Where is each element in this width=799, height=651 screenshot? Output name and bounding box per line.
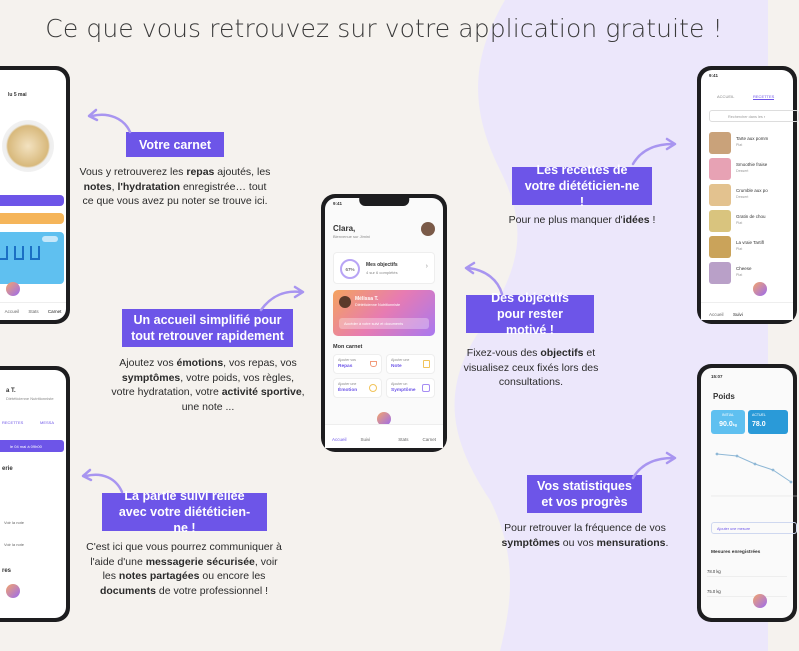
desc-suivi: C'est ici que vous pourrez communiquer à l'aide d'une messagerie sécurisée, voir les notes partagées ou encore les documents de votre professionnel ! <box>86 541 282 597</box>
recipe-name: Smoothie fraise <box>736 162 768 167</box>
label-recettes: Les recettes de votre diététicien-ne ! <box>512 167 652 205</box>
tab-recettes[interactable]: RECETTES <box>753 94 775 99</box>
recipe-item[interactable] <box>709 132 789 154</box>
emphasis: objectifs <box>540 347 584 359</box>
recipe-category: Dessert <box>736 169 749 173</box>
recipe-thumbnail <box>709 132 731 154</box>
emphasis: symptômes <box>501 536 560 549</box>
desc-stats: Pour retrouver la fréquence de vos symptômes ou vos mensurations. <box>501 522 669 549</box>
recipe-item[interactable] <box>709 210 789 232</box>
appointment-button[interactable]: le 04 mai à 09h00 <box>0 440 64 452</box>
dietitian-role: Diététicienne Nutritionniste <box>6 396 54 401</box>
weight-chart <box>711 446 797 502</box>
arrow-stats-icon <box>629 452 679 482</box>
tile-small: Ajouter un <box>391 382 408 386</box>
item-title: erie <box>2 466 13 472</box>
recipe-thumbnail <box>709 184 731 206</box>
status-time: 15:07 <box>711 374 723 379</box>
recipe-category: Plat <box>736 273 743 277</box>
recipe-category: Plat <box>736 221 743 225</box>
emphasis: mensurations <box>596 536 666 549</box>
arrow-recettes-icon <box>629 138 679 168</box>
welcome-text: Bienvenue sur Jimini <box>333 234 370 239</box>
emphasis: idées <box>622 214 650 226</box>
recipe-name: Gratin de chou <box>736 214 766 219</box>
emphasis: symptômes <box>121 371 181 384</box>
tile-big: Émotion <box>338 388 358 393</box>
tab-recettes[interactable]: RECETTES <box>2 420 24 425</box>
note-icon <box>423 360 430 368</box>
dietitian-role: Diététicienne Nutritionniste <box>355 303 401 307</box>
add-meal-button[interactable] <box>0 195 64 206</box>
goals-card[interactable] <box>333 252 435 284</box>
greeting: Clara, <box>333 224 356 233</box>
dietitian-name: Mélissa T. <box>355 296 379 302</box>
tile-big: Symptôme <box>391 388 416 393</box>
phone-stats <box>697 364 797 622</box>
recipe-name: Crumble aux po <box>736 188 768 193</box>
phone-accueil <box>321 194 447 452</box>
smiley-icon <box>369 384 377 392</box>
recipe-item[interactable] <box>709 158 789 180</box>
chevron-right-icon: › <box>425 263 428 270</box>
label-suivi: La partie suivi reliée avec votre diététicien-ne ! <box>102 493 267 531</box>
phone-carnet <box>0 66 70 324</box>
shared-note-link-b[interactable]: Voir la note <box>4 542 25 547</box>
add-fab[interactable] <box>6 584 20 598</box>
tile-big: Repas <box>338 364 353 369</box>
nav-accueil[interactable]: Accueil <box>709 312 724 317</box>
recipe-item[interactable] <box>709 236 789 258</box>
nav-carnet[interactable]: Carnet <box>422 437 436 442</box>
desc-recettes: Pour ne plus manquer d'idées ! <box>508 214 656 226</box>
carnet-date: lu 5 mai <box>8 92 27 98</box>
dietitian-avatar <box>339 296 351 308</box>
arrow-objectifs-icon <box>460 262 510 298</box>
dietitian-name: a T. <box>6 388 16 394</box>
nav-suivi[interactable]: Suivi <box>733 312 743 317</box>
card-label: ACTUEL <box>752 413 766 417</box>
tab-accueil[interactable]: ACCUEIL <box>717 94 735 99</box>
arrow-accueil-icon <box>257 286 307 314</box>
stats-title: Poids <box>713 392 735 401</box>
recipe-thumbnail <box>709 236 731 258</box>
emphasis: activité sportive <box>221 386 302 398</box>
recipe-item[interactable] <box>709 184 789 206</box>
recipe-thumbnail <box>709 210 731 232</box>
desc-accueil: Ajoutez vos émotions, vos repas, vos symptômes, votre poids, vos règles, votre hydratation, votre activité sportive, une note ... <box>111 357 305 413</box>
meal-photo <box>2 120 54 172</box>
symptom-icon <box>422 384 430 392</box>
dietitian-cta[interactable]: Accéder à votre suivi et documents <box>339 318 429 329</box>
add-fab[interactable] <box>753 282 767 296</box>
emphasis: notes partagées <box>118 570 200 582</box>
arrow-carnet-icon <box>86 108 136 136</box>
initial-weight-card <box>711 410 745 434</box>
tile-small: Ajouter une <box>338 382 357 386</box>
card-unit: kg <box>732 423 737 427</box>
shared-note-link-a[interactable]: Voir la note <box>4 520 25 525</box>
recipe-name: La vraie Tartifl <box>736 240 764 245</box>
measures-title: Mesures enregistrées <box>711 550 761 555</box>
desc-objectifs: Fixez-vous des objectifs et visualisez ceux fixés lors des consultations. <box>463 347 599 388</box>
bowl-icon <box>370 361 377 367</box>
page-title: Ce que vous retrouvez sur votre application gratuite ! <box>45 14 723 43</box>
emphasis: repas <box>186 166 215 178</box>
emphasis: notes <box>83 180 112 193</box>
documents-title: res <box>2 568 12 574</box>
add-measure-button[interactable]: Ajouter une mesure <box>711 522 797 534</box>
avatar[interactable] <box>421 222 435 236</box>
recipe-category: Plat <box>736 143 743 147</box>
label-accueil: Un accueil simplifié pour tout retrouver rapidement <box>122 309 293 347</box>
card-label: INITIAL <box>722 413 734 417</box>
note-bar[interactable] <box>0 213 64 224</box>
recipe-name: Cheese <box>736 266 752 271</box>
nav-suivi[interactable]: Suivi <box>360 437 371 442</box>
recipe-thumbnail <box>709 262 731 284</box>
current-weight-card <box>748 410 788 434</box>
phone-recettes <box>697 66 797 324</box>
tile-note[interactable] <box>386 354 435 374</box>
tab-messages[interactable]: MESSA <box>40 420 55 425</box>
desc-carnet: Vous y retrouverez les repas ajoutés, les notes, l'hydratation enregistrée… tout ce que vous avez pu noter se trouve ici. <box>79 166 271 207</box>
goals-progress: 67% <box>340 259 360 279</box>
tile-small: Ajouter une <box>391 358 410 362</box>
recipe-category: Dessert <box>736 195 749 199</box>
label-stats: Vos statistiques et vos progrès <box>527 475 642 513</box>
recipe-search-input[interactable]: Rechercher dans les r <box>709 110 799 122</box>
card-value: 90.0 <box>719 421 733 428</box>
measure-row: 78.0 kg <box>707 566 787 577</box>
nav-stats[interactable]: Stats <box>398 437 409 442</box>
tile-small: Ajouter vos <box>338 358 356 362</box>
nav-carnet[interactable]: Carnet <box>47 309 62 314</box>
tile-big: Note <box>391 364 402 369</box>
tile-emotion[interactable] <box>333 378 382 398</box>
bottom-nav <box>325 424 443 448</box>
tile-symptome[interactable] <box>386 378 435 398</box>
hydration-card[interactable] <box>0 232 64 284</box>
recipe-name: Tarte aux pomm <box>736 136 769 141</box>
recipe-item[interactable] <box>709 262 789 284</box>
emphasis: l'hydratation <box>117 180 181 193</box>
label-objectifs: Des objectifs pour rester motivé ! <box>466 295 594 333</box>
goals-sub: 4 sur 6 complétés <box>366 270 398 275</box>
goals-title: Mes objectifs <box>366 262 398 268</box>
nav-accueil[interactable]: Accueil <box>331 437 347 442</box>
phone-suivi <box>0 366 70 622</box>
label-carnet: Votre carnet <box>126 132 224 157</box>
emphasis: messagerie sécurisée <box>145 555 255 568</box>
emphasis: émotions <box>176 357 224 369</box>
add-fab[interactable] <box>6 282 20 296</box>
nav-stats[interactable]: Stats <box>28 309 39 314</box>
recipe-category: Plat <box>736 247 743 251</box>
bottom-nav <box>701 302 793 320</box>
tile-repas[interactable] <box>333 354 382 374</box>
measure-row: 75.0 kg <box>707 586 787 597</box>
recipe-thumbnail <box>709 158 731 180</box>
dietitian-card[interactable] <box>333 290 435 336</box>
card-value: 78.0 <box>752 421 766 428</box>
emphasis: documents <box>99 584 156 597</box>
status-time: 9:41 <box>709 73 719 78</box>
add-fab[interactable] <box>753 594 767 608</box>
status-time: 9:41 <box>333 201 343 206</box>
bottom-nav <box>0 302 66 320</box>
arrow-suivi-icon <box>80 466 130 496</box>
carnet-title: Mon carnet <box>333 344 363 350</box>
nav-accueil[interactable]: Accueil <box>4 309 20 314</box>
